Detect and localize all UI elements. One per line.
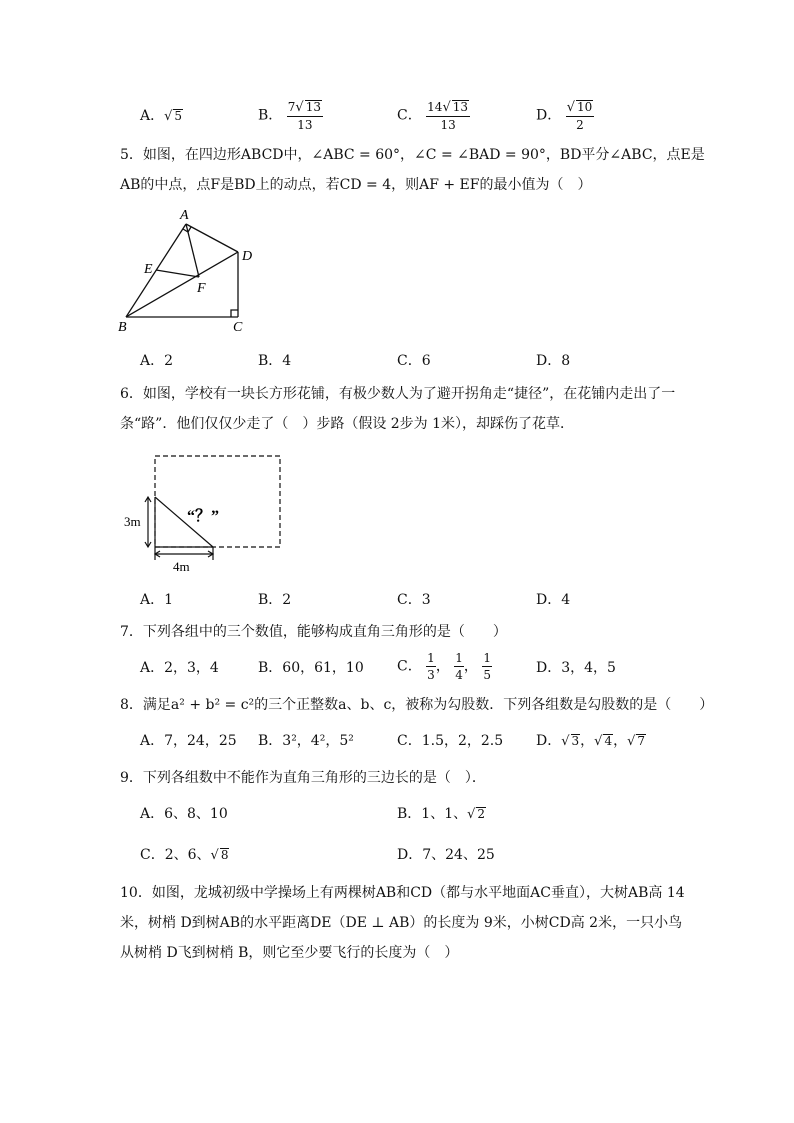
label-e: E [144,262,153,277]
q5-stem-line-2: AB的中点，点F是BD上的动点，若CD = 4，则AF + EF的最小值为（ ） [120,177,592,193]
q7-option-d: D．3，4，5 [536,660,616,676]
width-label: 4m [173,559,190,574]
q4-option-c: C． $\frac{14√ 13}{13}$ [397,100,469,132]
q4-option-d: D． $\frac{√ 10}{2}$ [536,100,593,132]
q6-option-d: D．4 [536,592,571,608]
q5-option-d: D．8 [536,353,571,369]
q7-fraction-3: $\frac{1}{5}$ [483,651,491,682]
q5-quadrilateral-figure [110,202,270,337]
label-d: D [242,249,253,264]
question-mark-label: “？” [187,508,220,525]
segment-ad [186,224,238,252]
q7-option-c: C． $\frac{1}{3}$ ， $\frac{1}{4}$ ， $\frac{1}{5}$ [397,651,491,682]
q6-option-c: C．3 [397,592,431,608]
q5-option-c: C．6 [397,353,431,369]
q10-stem-line-1: 10．如图，龙城初级中学操场上有两棵树AB和CD（都与水平地面AC垂直），大树AB高 14 [120,885,685,901]
q8-option-d: D．√ 3，√ 4，√ 7 [536,733,646,749]
q8-option-c: C．1.5，2，2.5 [397,733,504,749]
q9-option-b: B．1、1、√ 2 [397,806,486,822]
q4-option-d-fraction: $\frac{√ 10}{2}$ [566,100,593,132]
q6-stem-line-1: 6．如图，学校有一块长方形花铺，有极少数人为了避开拐角走“捷径”，在花铺内走出了一 [120,386,676,402]
q6-flowerbed-figure [120,450,290,580]
q9-option-d: D．7、24、25 [397,847,495,863]
q6-option-b: B．2 [258,592,292,608]
height-label: 3m [124,514,141,529]
q8-option-b: B．3²，4²，5² [258,733,354,749]
q9-option-c: C．2、6、√ 8 [140,847,229,863]
right-angle-mark-c [231,310,238,317]
q4-option-c-fraction: $\frac{14√ 13}{13}$ [427,100,469,132]
segment-ef [156,270,199,277]
q8-stem: 8．满足a² + b² = c²的三个正整数a、b、c，被称为勾股数．下列各组数是勾股数的是（ ） [120,697,714,713]
q5-option-a: A．2 [140,353,174,369]
q7-option-b: B．60，61，10 [258,660,364,676]
q4-option-b: B． $\frac{7√ 13}{13}$ [258,100,321,132]
q6-option-a: A．1 [140,592,174,608]
q10-stem-line-2: 米，树梢 D到树AB的水平距离DE（DE ⊥ AB）的长度为 9米，小树CD高 2米，一只小鸟 [120,915,683,931]
label-f: F [197,281,206,296]
q5-stem-line-1: 5．如图，在四边形ABCD中，∠ABC = 60°，∠C = ∠BAD = 90°，BD平分∠ABC，点E是 [120,147,705,163]
q4-option-a: A．√ 5 [140,108,183,124]
label-c: C [233,320,243,335]
q9-stem: 9．下列各组数中不能作为直角三角形的三边长的是（ ）． [120,770,486,786]
q10-stem-line-3: 从树梢 D飞到树梢 B，则它至少要飞行的长度为（ ） [120,945,459,961]
q4-option-b-fraction: $\frac{7√ 13}{13}$ [287,100,321,132]
label-a: A [180,208,189,223]
dashed-rectangle [155,456,280,547]
q8-option-a: A．7，24，25 [140,733,237,749]
label-b: B [118,320,127,335]
q7-fraction-1: $\frac{1}{3}$ [427,651,435,682]
q7-fraction-2: $\frac{1}{4}$ [455,651,463,682]
q7-stem: 7．下列各组中的三个数值，能够构成直角三角形的是（ ） [120,624,507,640]
q5-option-b: B．4 [258,353,292,369]
q9-option-a: A．6、8、10 [140,806,228,822]
segment-bd [126,252,238,317]
q6-stem-line-2: 条“路”．他们仅仅少走了（ ）步路（假设 2步为 1米），却踩伤了花草． [120,416,575,432]
q7-option-a: A．2，3，4 [140,660,219,676]
